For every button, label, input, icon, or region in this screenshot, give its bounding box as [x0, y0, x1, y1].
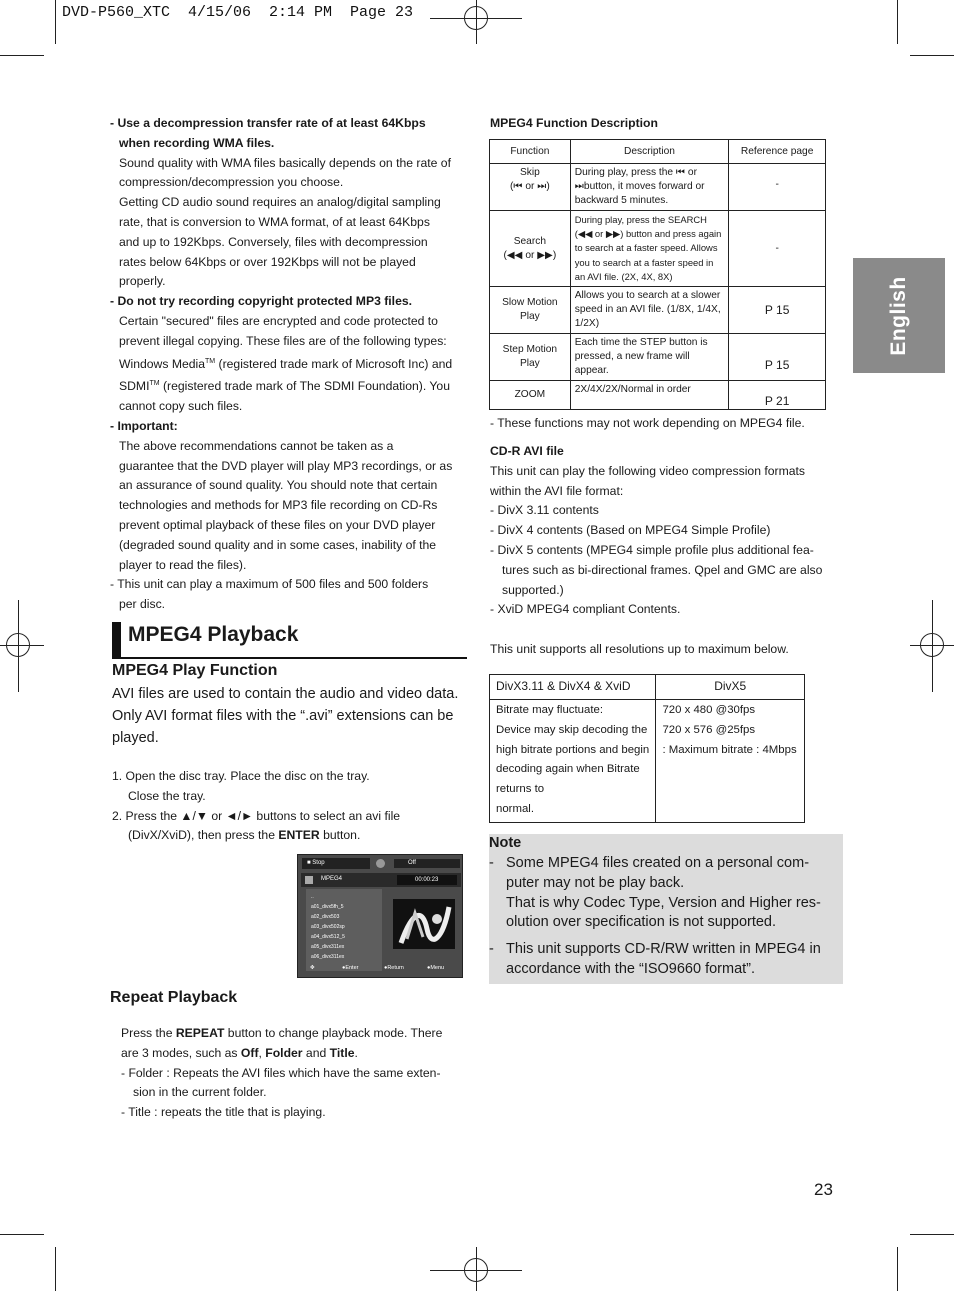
- language-tab: [853, 258, 945, 373]
- row-description: Each time the STEP button is pressed, a new frame will appear.: [570, 334, 729, 381]
- wma-text-line: Getting CD audio sound requires an analog/digital sampling: [119, 195, 441, 210]
- mp3-text-line: Certain "secured" files are encrypted and code protected to: [119, 313, 438, 328]
- max-files-line1: - This unit can play a maximum of 500 files and 500 folders: [110, 577, 429, 592]
- res-header-divx5: DivX5: [656, 675, 805, 700]
- step-2-line2: (DivX/XviD), then press the ENTER button.: [128, 828, 361, 843]
- note-item: [489, 854, 841, 934]
- repeat-text-line1: Press the REPEAT button to change playback mode. There: [121, 1026, 443, 1040]
- osd-file-item[interactable]: ..: [311, 894, 314, 900]
- crop-mark: [0, 1234, 44, 1235]
- row-reference: -: [729, 211, 826, 287]
- row-function-keys: (⏮ or ⏭): [509, 181, 550, 192]
- wma-text-line: and up to 192Kbps. Conversely, files with decompression: [119, 234, 428, 249]
- cdr-text-line: - XviD MPEG4 compliant Contents.: [490, 602, 681, 617]
- language-tab-label: English: [887, 275, 910, 356]
- table-footnote: - These functions may not work depending on MPEG4 file.: [490, 416, 805, 430]
- row-function-keys: (◀◀ or ▶▶): [503, 249, 557, 261]
- section-title-bar: [112, 622, 121, 657]
- osd-enter-hint: ● Enter: [342, 965, 359, 971]
- important-text-line: technologies and methods for MP3 file recording on CD-Rs: [119, 498, 438, 513]
- wma-heading-line1: - Use a decompression transfer rate of at least 64Kbps: [110, 116, 426, 130]
- note-box: [489, 834, 843, 984]
- repeat-folder-line2: sion in the current folder.: [133, 1085, 267, 1100]
- wma-text-line: rates below 64Kbps or over 192Kbps will not be played: [119, 254, 416, 269]
- row-function-keys: Play: [519, 358, 540, 370]
- res-right-line: 720 x 480 @30fps: [662, 704, 756, 716]
- table-row: [490, 334, 826, 381]
- header-reference: Reference page: [729, 140, 826, 164]
- osd-file-list: [306, 889, 382, 971]
- res-left-line: Device may skip decoding the: [496, 723, 648, 736]
- note-line: olution over specification is not supported.: [506, 914, 777, 931]
- header-function: Function: [490, 140, 571, 164]
- osd-file-item[interactable]: a06_divx311ex: [311, 954, 345, 960]
- resolution-body-row: [490, 700, 805, 823]
- repeat-title-line: - Title : repeats the title that is playing.: [121, 1105, 326, 1120]
- row-description: 2X/4X/2X/Normal in order: [570, 381, 729, 410]
- resolutions-line: This unit supports all resolutions up to maximum below.: [490, 641, 789, 656]
- repeat-folder-line1: - Folder : Repeats the AVI files which have the same exten-: [121, 1065, 441, 1080]
- print-slug: DVD-P560_XTC 4/15/06 2:14 PM Page 23: [62, 4, 414, 21]
- repeat-playback-body: [121, 1024, 466, 1123]
- header-description: Description: [570, 140, 729, 164]
- wma-text-line: properly.: [119, 274, 166, 289]
- note-bullet: -: [489, 941, 494, 957]
- cdr-text-line: tures such as bi-directional frames. Qpel and GMC are also: [502, 562, 823, 577]
- osd-repeat-icon: [376, 859, 385, 868]
- row-description: Allows you to search at a slower speed in an AVI file. (1/8X, 1/4X, 1/2X): [570, 287, 729, 334]
- wma-text-line: Sound quality with WMA files basically depends on the rate of: [119, 155, 451, 170]
- osd-file-item[interactable]: a01_divx5fh_5: [311, 904, 344, 910]
- steps: [112, 767, 472, 846]
- note-item: [489, 940, 841, 980]
- row-reference: -: [729, 164, 826, 211]
- row-description: During play, press the ⏮ or ⏭button, it moves forward or backward 5 minutes.: [570, 164, 729, 211]
- cdr-text-line: This unit can play the following video compression formats: [490, 463, 805, 478]
- wma-heading-line2: when recording WMA files.: [119, 135, 275, 150]
- crop-mark: [55, 0, 56, 44]
- row-reference: P 15: [729, 334, 826, 381]
- osd-move-icon: ✥: [310, 965, 315, 971]
- mpeg4-intro: AVI files are used to contain the audio and video data. Only AVI format files with the “.avi” extensions can be played.: [112, 686, 459, 746]
- repeat-text-line2: are 3 modes, such as Off, Folder and Title.: [121, 1045, 358, 1060]
- osd-repeat-off: Off: [394, 859, 460, 868]
- osd-mode-label: MPEG4: [321, 876, 343, 882]
- mpeg4-play-function-heading: MPEG4 Play Function: [112, 662, 278, 679]
- mpeg4-osd-screenshot: [297, 854, 463, 978]
- wma-text-line: compression/decompression you choose.: [119, 175, 344, 190]
- res-right-line: : Maximum bitrate : 4Mbps: [662, 743, 797, 756]
- resolution-header-row: [490, 675, 805, 700]
- row-reference: P 15: [729, 287, 826, 334]
- row-description: During play, press the SEARCH (◀◀ or ▶▶) button and press again to search at a faster speed. Allows you to search at a faster speed in an AVI file. (2X, 4X, 8X): [570, 211, 729, 287]
- table-row: [490, 211, 826, 287]
- note-title: Note: [489, 835, 522, 851]
- table-row: [490, 381, 826, 410]
- cdr-text-line: - DivX 3.11 contents: [490, 503, 599, 518]
- step-1-line1: 1. Open the disc tray. Place the disc on the tray.: [112, 769, 370, 783]
- section-title-text: MPEG4 Playback: [128, 623, 299, 646]
- note-line: This unit supports CD-R/RW written in MPEG4 in: [506, 941, 821, 957]
- note-line: Some MPEG4 files created on a personal com-: [506, 855, 810, 871]
- res-left-line: normal.: [496, 802, 534, 815]
- osd-return-hint: ● Return: [384, 965, 404, 971]
- resolution-table: [489, 674, 805, 823]
- cdr-avi-section: [490, 442, 835, 660]
- important-text-line: guarantee that the DVD player will play MP3 recordings, or as: [119, 458, 453, 473]
- osd-file-item[interactable]: a03_divx502sp: [311, 924, 345, 930]
- step-2-line1: 2. Press the ▲/▼ or ◄/► buttons to select an avi file: [112, 808, 401, 823]
- crop-mark: [897, 1247, 898, 1291]
- crop-mark: [910, 55, 954, 56]
- mp3-text-line: prevent illegal copying. These files are of the following types:: [119, 333, 447, 348]
- function-table: [489, 139, 826, 410]
- cdr-text-line: supported.): [502, 582, 564, 597]
- row-function: Search: [513, 235, 546, 247]
- crop-mark: [897, 0, 898, 44]
- osd-preview-image: [393, 899, 455, 949]
- table-row: [490, 287, 826, 334]
- function-table-title: MPEG4 Function Description: [490, 116, 658, 130]
- row-function: ZOOM: [514, 389, 546, 401]
- row-function: Slow Motion: [502, 297, 558, 309]
- osd-menu-hint: ● Menu: [427, 965, 445, 971]
- important-text-line: (degraded sound quality and in some cases, inability of the: [119, 537, 437, 552]
- left-column: [110, 114, 470, 615]
- mp3-text-line: SDMI™ (registered trade mark of The SDMI Foundation). You: [119, 379, 450, 394]
- row-function: Skip: [519, 167, 540, 178]
- crop-mark: [910, 1234, 954, 1235]
- important-text-line: player to read the files).: [119, 557, 247, 572]
- mp3-text-line: Windows Media™ (registered trade mark of Microsoft Inc) and: [119, 356, 453, 371]
- res-right-line: 720 x 576 @25fps: [662, 723, 756, 736]
- osd-time: 00:00:23: [397, 875, 457, 885]
- wma-text-line: rate, that is conversion to WMA format, of at least 64Kbps: [119, 214, 430, 229]
- osd-file-item[interactable]: a02_divx503: [311, 914, 340, 920]
- step-1-line2: Close the tray.: [128, 788, 206, 803]
- cdr-text-line: within the AVI file format:: [490, 483, 624, 498]
- page-number: 23: [814, 1180, 833, 1199]
- note-line: accordance with the “ISO9660 format”.: [506, 960, 756, 977]
- res-left-line: decoding again when Bitrate: [496, 763, 640, 776]
- mp3-copyright-heading: - Do not try recording copyright protected MP3 files.: [110, 294, 413, 309]
- res-left-line: high bitrate portions and begin: [496, 743, 650, 756]
- important-text-line: prevent optimal playback of these files on your DVD player: [119, 518, 436, 533]
- note-line: That is why Codec Type, Version and Higher res-: [506, 894, 821, 911]
- osd-file-item[interactable]: a04_divx512_5: [311, 934, 345, 940]
- important-text-line: an assurance of sound quality. You should note that certain: [119, 478, 438, 493]
- max-files-line2: per disc.: [119, 597, 166, 612]
- res-header-divx311: DivX3.11 & DivX4 & XviD: [490, 675, 656, 700]
- osd-file-item[interactable]: a05_divx311ex: [311, 944, 345, 950]
- section-title: [112, 622, 467, 659]
- cdr-text-line: - DivX 5 contents (MPEG4 simple profile plus additional fea-: [490, 542, 814, 557]
- function-table-header: [490, 140, 826, 164]
- row-reference: P 21: [729, 381, 826, 410]
- row-function-keys: Play: [519, 311, 540, 323]
- row-function: Step Motion: [502, 344, 558, 356]
- osd-speaker-icon: [305, 876, 313, 884]
- note-bullet: -: [489, 855, 494, 871]
- note-line: puter may not be play back.: [506, 874, 685, 891]
- important-heading: - Important:: [110, 419, 178, 434]
- crop-mark: [0, 55, 44, 56]
- important-text-line: The above recommendations cannot be taken as a: [119, 438, 394, 453]
- osd-stop-status: ■ Stop: [302, 858, 370, 869]
- mp3-text-line: cannot copy such files.: [119, 399, 243, 414]
- table-row: [490, 164, 826, 211]
- cdr-avi-heading: CD-R AVI file: [490, 444, 564, 458]
- res-left-line: Bitrate may fluctuate:: [496, 704, 603, 716]
- cdr-text-line: - DivX 4 contents (Based on MPEG4 Simple Profile): [490, 523, 771, 538]
- repeat-playback-heading: Repeat Playback: [110, 989, 238, 1006]
- crop-mark: [55, 1247, 56, 1291]
- res-left-line: returns to: [496, 783, 545, 796]
